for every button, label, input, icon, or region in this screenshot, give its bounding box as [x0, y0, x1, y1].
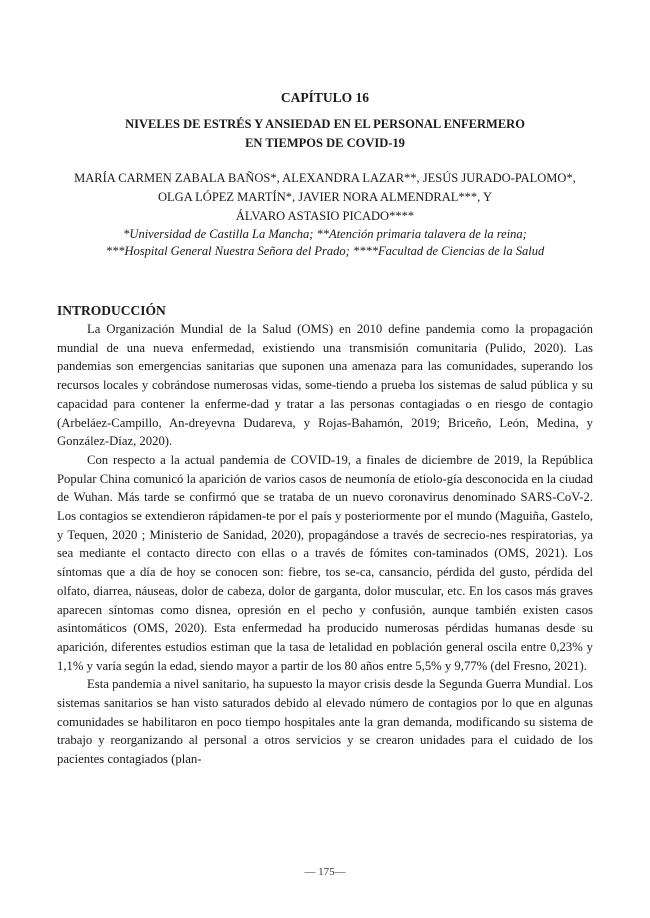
chapter-title-line: NIVELES DE ESTRÉS Y ANSIEDAD EN EL PERSONAL ENFERMERO: [125, 117, 525, 131]
author-list: [57, 169, 593, 226]
section-heading: INTRODUCCIÓN: [57, 303, 166, 318]
chapter-title-line: EN TIEMPOS DE COVID-19: [245, 136, 405, 150]
author-line: MARÍA CARMEN ZABALA BAÑOS*, ALEXANDRA LAZAR**, JESÚS JURADO-PALOMO*,: [74, 171, 576, 185]
body-paragraph: Con respecto a la actual pandemia de COVID-19, a finales de diciembre de 2019, la República Popular China comunicó la aparición de varios casos de neumonía de etiolo-gía desconocida en la ciudad de Wuhan. Más tarde se confirmó que se trataba de un nuevo coronavirus denominado SARS-CoV-2. Los contagios se extendieron rápidamen-te por el país y posteriormente por el mundo (Maguiña, Gastelo, y Tequen, 2020 ; Ministerio de Sanidad, 2020), propagándose a través de secrecio-nes respiratorias, ya sea mediante el contacto directo con ellas o a través de fómites con-taminados (OMS, 2021). Los síntomas que a día de hoy se conocen son: fiebre, tos se-ca, cansancio, pérdida del gusto, pérdida del olfato, diarrea, náuseas, dolor de cabeza, dolor de garganta, dolor muscular, etc. En los casos más graves aparecen síntomas como disnea, opresión en el pecho y confusión, aunque también existen casos asintomáticos (OMS, 2020). Esta enfermedad ha producido numerosas pérdidas humanas desde su aparición, diferentes estudios estiman que la tasa de letalidad en población general oscila entre 0,23% y 1,1% y varía según la edad, siendo mayor a partir de los 80 años entre 5,5% y 9,77% (del Fresno, 2021).: [57, 452, 593, 673]
body-paragraph: Esta pandemia a nivel sanitario, ha supuesto la mayor crisis desde la Segunda Guerra Mundial. Los sistemas sanitarios se han visto saturados debido al elevado número de contagios por lo que en algunas comunidades se habilitaron en poco tiempo hospitales ante la gran demanda, modificando su sistema de trabajo y reorganizando al personal a otros servicios y se crearon unidades para el cuidado de los pacientes contagiados (plan-: [57, 677, 593, 767]
author-line: ÁLVARO ASTASIO PICADO****: [235, 209, 415, 223]
page-number: — 175—: [304, 866, 346, 878]
affiliation-line: ***Hospital General Nuestra Señora del Prado; ****Facultad de Ciencias de la Salud: [105, 244, 545, 258]
affiliation-list: [57, 226, 593, 260]
affiliation-line: *Universidad de Castilla La Mancha; **Atención primaria talavera de la reina;: [123, 227, 527, 241]
chapter-number: CAPÍTULO 16: [280, 90, 370, 105]
body-paragraph: La Organización Mundial de la Salud (OMS) en 2010 define pandemia como la propagación mundial de una nueva enfermedad, existiendo una transmisión comunitaria (Pulido, 2020). Las pandemias son emergencias sanitarias que suponen una amenaza para las comunidades, superando los recursos locales y cobrándose numerosas vidas, some-tiendo a prueba los sistemas de salud pública y su capacidad para contener la enferme-dad y tratar a las personas contagiadas o en riesgo de contagio (Arbeláez-Campillo, An-dreyevna Dudareva, y Rojas-Bahamón, 2019; Briceño, León, Medina, y González-Díaz, 2020).: [57, 322, 593, 449]
author-line: OLGA LÓPEZ MARTÍN*, JAVIER NORA ALMENDRAL***, Y: [158, 190, 492, 204]
chapter-title: [57, 115, 593, 153]
